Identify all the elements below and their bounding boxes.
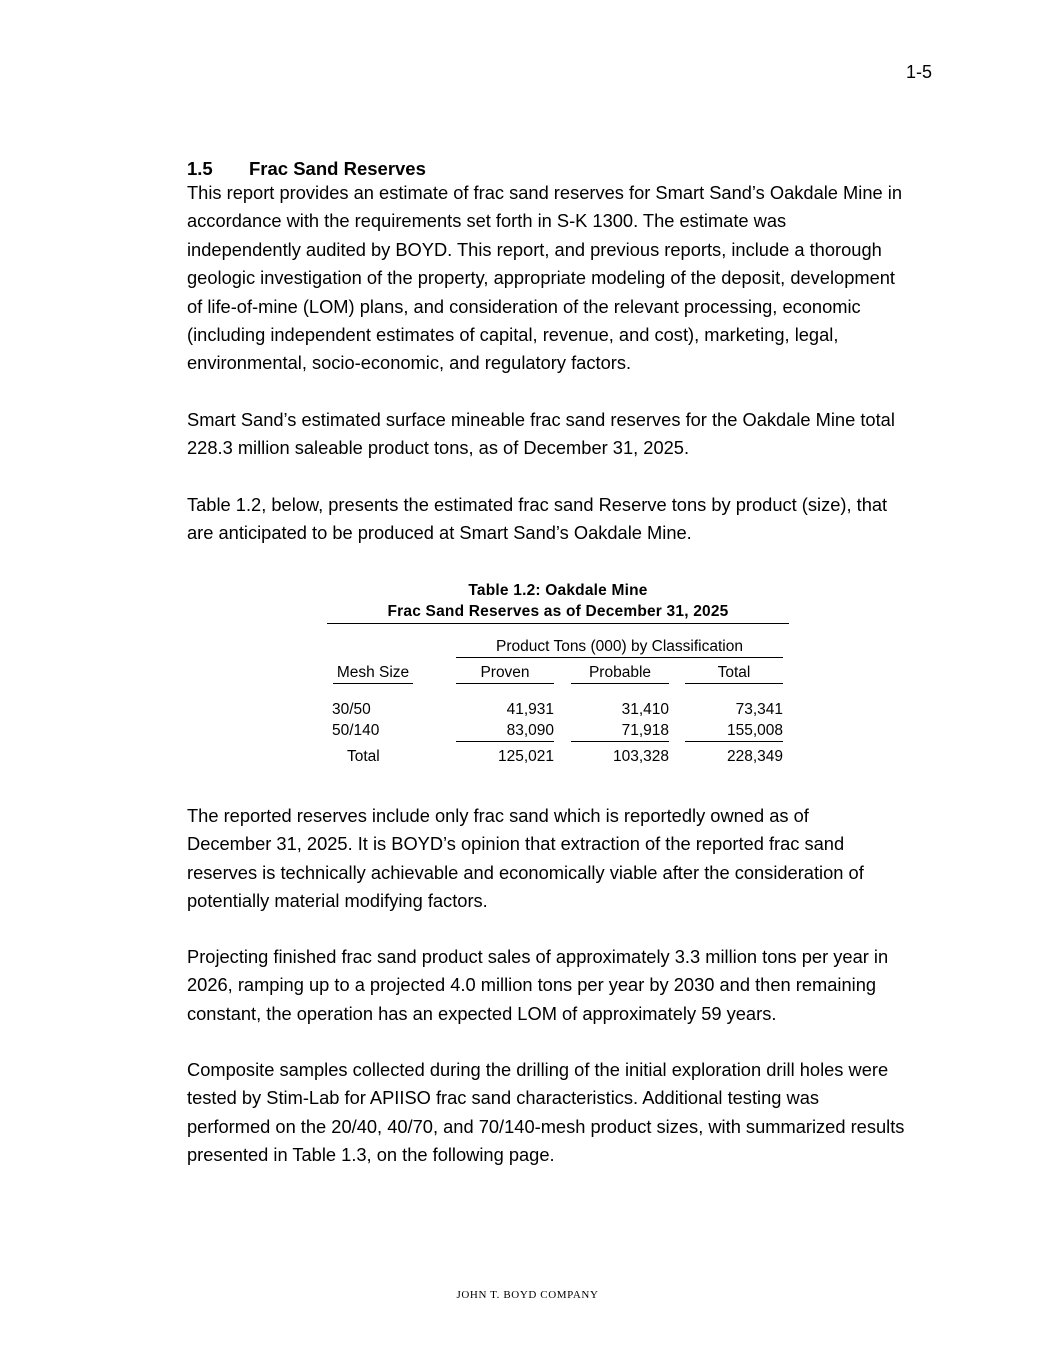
- section-heading: [187, 158, 426, 180]
- paragraph-line: Table 1.2, below, presents the estimated frac sand Reserve tons by product (size), that: [187, 494, 888, 515]
- paragraph-line: accordance with the requirements set forth in S-K 1300. The estimate was: [187, 210, 787, 232]
- cell-total: 155,008: [685, 722, 783, 742]
- cell-probable: 103,328: [612, 748, 669, 765]
- cell-probable: 31,410: [621, 701, 669, 718]
- table-title: [327, 580, 789, 622]
- paragraph-reserves-total: [187, 406, 947, 463]
- table-total-row: [327, 748, 789, 768]
- table-title-line-1: Table 1.2: Oakdale Mine: [468, 582, 648, 599]
- page-number: 1-5: [905, 62, 932, 82]
- cell-probable: 71,918: [571, 722, 669, 742]
- paragraph-line: Projecting finished frac sand product sales of approximately 3.3 million tons per year in: [187, 946, 889, 967]
- cell-mesh: 50/140: [332, 722, 380, 739]
- section-number: 1.5: [187, 158, 213, 179]
- paragraph-line: environmental, socio-economic, and regulatory factors.: [187, 352, 632, 374]
- table-row: [327, 722, 789, 742]
- paragraph-line: performed on the 20/40, 40/70, and 70/140-mesh product sizes, with summarized results: [187, 1115, 905, 1137]
- cell-mesh: Total: [347, 748, 380, 765]
- table-title-line-2: Frac Sand Reserves as of December 31, 2025: [387, 603, 729, 620]
- table-title-rule: [327, 623, 789, 624]
- classification-group-header: Product Tons (000) by Classification: [456, 638, 783, 658]
- paragraph-line: constant, the operation has an expected LOM of approximately 59 years.: [187, 1002, 777, 1024]
- paragraph-line: Smart Sand’s estimated surface mineable frac sand reserves for the Oakdale Mine total: [187, 409, 895, 430]
- section-title: Frac Sand Reserves: [249, 158, 426, 179]
- table-row: [327, 701, 789, 721]
- paragraph-line: are anticipated to be produced at Smart Sand’s Oakdale Mine.: [187, 522, 692, 544]
- paragraph-line: December 31, 2025. It is BOYD’s opinion that extraction of the reported frac sand: [187, 833, 845, 855]
- cell-proven: 41,931: [506, 701, 554, 718]
- cell-total: 228,349: [726, 748, 783, 765]
- paragraph-line: (including independent estimates of capital, revenue, and cost), marketing, legal,: [187, 324, 839, 346]
- header-probable: Probable: [571, 664, 669, 684]
- paragraph-line: This report provides an estimate of frac sand reserves for Smart Sand’s Oakdale Mine in: [187, 182, 902, 203]
- header-total: Total: [685, 664, 783, 684]
- paragraph-line: Composite samples collected during the drilling of the initial exploration drill holes were: [187, 1059, 889, 1080]
- paragraph-ownership: [187, 802, 947, 916]
- paragraph-line: 2026, ramping up to a projected 4.0 million tons per year by 2030 and then remaining: [187, 974, 877, 996]
- paragraph-line: geologic investigation of the property, appropriate modeling of the deposit, development: [187, 267, 896, 289]
- company-footer: JOHN T. BOYD COMPANY: [456, 1289, 599, 1301]
- paragraph-line: tested by Stim-Lab for APIISO frac sand characteristics. Additional testing was: [187, 1087, 820, 1109]
- reserves-table: [327, 580, 789, 765]
- paragraph-line: potentially material modifying factors.: [187, 890, 488, 912]
- cell-mesh: 30/50: [332, 701, 371, 718]
- paragraph-line: The reported reserves include only frac sand which is reportedly owned as of: [187, 805, 809, 826]
- paragraph-line: 228.3 million saleable product tons, as of December 31, 2025.: [187, 437, 690, 459]
- cell-proven: 125,021: [497, 748, 554, 765]
- cell-proven: 83,090: [456, 722, 554, 742]
- paragraph-table-intro: [187, 491, 947, 548]
- paragraph-reserves-estimate: [187, 179, 947, 378]
- header-proven: Proven: [456, 664, 554, 684]
- paragraph-projection: [187, 943, 947, 1028]
- header-mesh-size: Mesh Size: [333, 664, 413, 684]
- paragraph-testing: [187, 1056, 947, 1170]
- paragraph-line: reserves is technically achievable and economically viable after the consideration of: [187, 861, 864, 883]
- paragraph-line: independently audited by BOYD. This report, and previous reports, include a thorough: [187, 238, 882, 260]
- cell-total: 73,341: [735, 701, 783, 718]
- paragraph-line: of life-of-mine (LOM) plans, and consideration of the relevant processing, economic: [187, 295, 861, 317]
- paragraph-line: presented in Table 1.3, on the following page.: [187, 1144, 555, 1166]
